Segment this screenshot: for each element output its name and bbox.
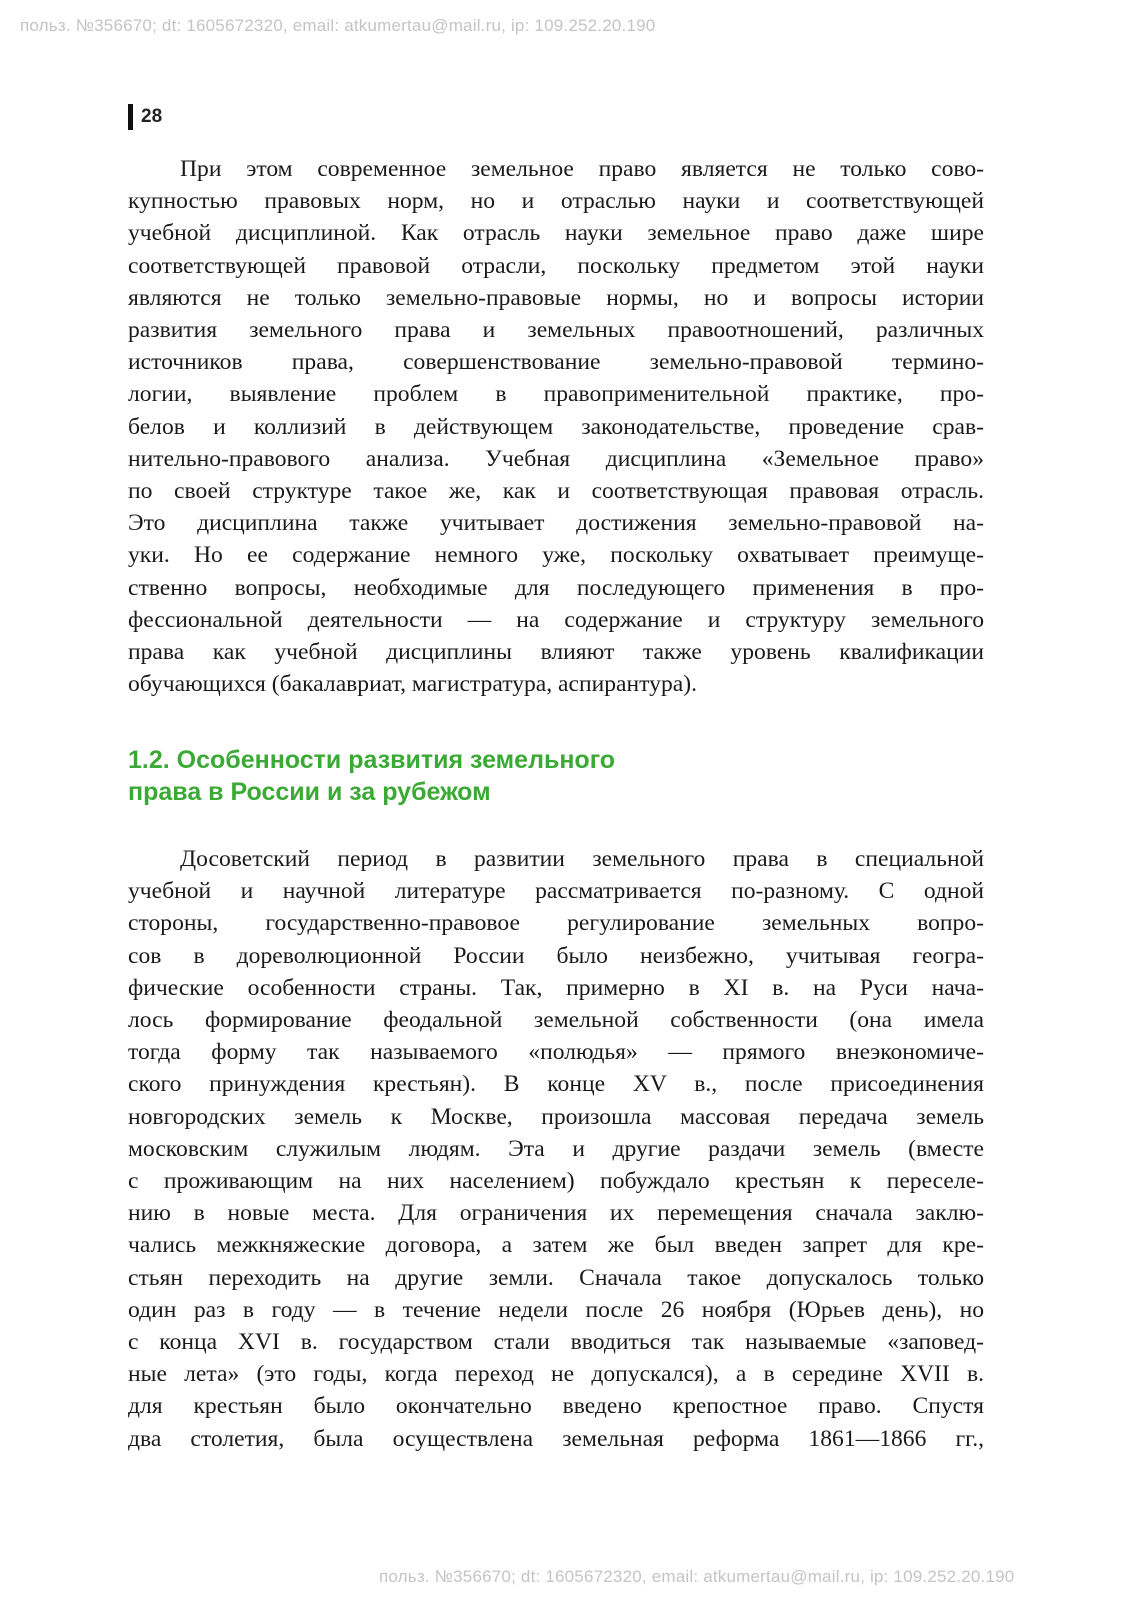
watermark-top: польз. №356670; dt: 1605672320, email: atkumertau@mail.ru, ip: 109.252.20.190 — [20, 16, 656, 35]
text-line: нию в новые места. Для ограничения их перемещения сначала заклю- — [128, 1200, 984, 1227]
paragraph-2 — [128, 843, 984, 1455]
text-line: сов в дореволюционной России было неизбежно, учитывая геогра- — [128, 942, 984, 969]
text-line: права как учебной дисциплины влияют также уровень квалификации — [128, 639, 984, 666]
section-heading — [128, 744, 615, 808]
page-number-bar — [128, 104, 133, 130]
text-line: два столетия, была осуществлена земельная реформа 1861—1866 гг., — [128, 1425, 984, 1452]
text-line: стьян переходить на другие земли. Сначала такое допускалось только — [128, 1264, 984, 1291]
text-line: обучающихся (бакалавриат, магистратура, аспирантура). — [128, 671, 697, 698]
text-line: При этом современное земельное право является не только сово- — [180, 156, 984, 182]
section-heading-line-1: 1.2. Особенности развития земельного — [128, 746, 616, 774]
text-line: учебной и научной литературе рассматривается по-разному. С одной — [128, 878, 984, 905]
section-heading-line-2: права в России и за рубежом — [128, 778, 491, 806]
text-line: для крестьян было окончательно введено крепостное право. Спустя — [128, 1393, 984, 1420]
text-line: уки. Но ее содержание немного уже, поскольку охватывает преимуще- — [128, 542, 984, 569]
text-line: логии, выявление проблем в правоприменительной практике, про- — [128, 381, 984, 408]
paragraph-1 — [128, 153, 984, 700]
text-line: учебной дисциплиной. Как отрасль науки земельное право даже шире — [128, 220, 984, 247]
text-line: тогда форму так называемого «полюдья» — прямого внеэкономиче- — [128, 1039, 984, 1066]
text-line: развития земельного права и земельных правоотношений, различных — [128, 317, 984, 344]
text-line: ственно вопросы, необходимые для последующего применения в про- — [128, 574, 984, 601]
text-line: лось формирование феодальной земельной собственности (она имела — [128, 1007, 984, 1034]
text-line: новгородских земель к Москве, произошла массовая передача земель — [128, 1103, 984, 1130]
text-line: купностью правовых норм, но и отраслью науки и соответствующей — [128, 188, 984, 215]
watermark-bottom: польз. №356670; dt: 1605672320, email: atkumertau@mail.ru, ip: 109.252.20.190 — [379, 1567, 1015, 1586]
text-line: ского принуждения крестьян). В конце XV в., после присоединения — [128, 1071, 984, 1098]
text-line: нительно-правового анализа. Учебная дисциплина «Земельное право» — [128, 445, 984, 472]
text-line: один раз в году — в течение недели после 26 ноября (Юрьев день), но — [128, 1296, 984, 1323]
text-line: фессиональной деятельности — на содержание и структуру земельного — [128, 606, 984, 633]
text-line: с конца XVI в. государством стали вводиться так называемые «заповед- — [128, 1329, 984, 1356]
text-line: Это дисциплина также учитывает достижения земельно-правовой на- — [128, 510, 984, 537]
page-number — [128, 104, 162, 130]
text-line: Досоветский период в развитии земельного права в специальной — [180, 846, 984, 872]
text-line: соответствующей правовой отрасли, поскольку предметом этой науки — [128, 252, 984, 279]
page-number-text: 28 — [141, 106, 163, 127]
text-line: с проживающим на них населением) побуждало крестьян к переселе- — [128, 1168, 984, 1195]
text-line: московским служилым людям. Эта и другие раздачи земель (вместе — [128, 1135, 984, 1162]
text-line: являются не только земельно-правовые нормы, но и вопросы истории — [128, 284, 984, 311]
text-line: ные лета» (это годы, когда переход не допускался), а в середине XVII в. — [128, 1361, 984, 1388]
text-line: белов и коллизий в действующем законодательстве, проведение срав- — [128, 413, 984, 440]
text-line: по своей структуре такое же, как и соответствующая правовая отрасль. — [128, 478, 984, 505]
text-line: источников права, совершенствование земельно-правовой термино- — [128, 349, 984, 376]
text-line: стороны, государственно-правовое регулирование земельных вопро- — [128, 910, 984, 937]
text-line: фические особенности страны. Так, примерно в XI в. на Руси нача- — [128, 974, 984, 1001]
text-line: чались межкняжеские договора, а затем же был введен запрет для кре- — [128, 1232, 984, 1259]
